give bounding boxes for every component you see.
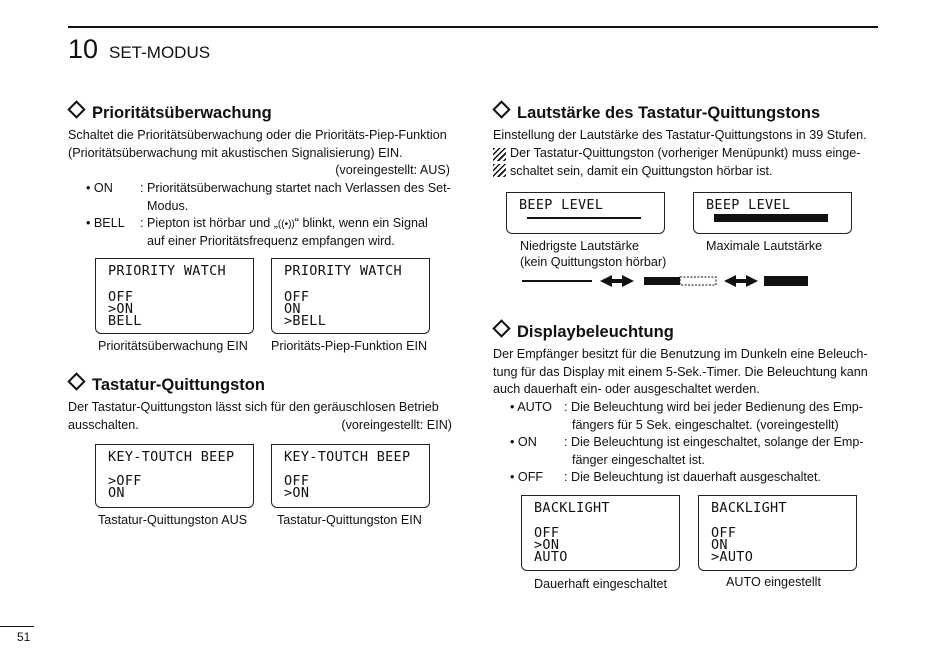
beeplevel-note: Der Tastatur-Quittungston (vorheriger Menüpunkt) muss einge- schaltet sein, damit ein Quittungston hörbar ist. — [510, 146, 861, 178]
diamond-icon — [67, 372, 85, 390]
lcd-row: >BELL — [284, 313, 327, 329]
caption-keytouch-on: Tastatur-Quittungston EIN — [277, 513, 422, 527]
backlight-intro: Der Empfänger besitzt für die Benutzung im Dunkeln eine Beleuch- tung für das Display mit einem 5-Sek.-Timer. Die Beleuchtung kann auch dauerhaft ein- oder ausgeschaltet werden. — [493, 347, 868, 396]
chapter-title: SET-MODUS — [109, 43, 211, 62]
caption-keytouch-off: Tastatur-Quittungston AUS — [98, 513, 248, 527]
lcd-row: ON — [284, 301, 301, 317]
lcd-beep-level-min: BEEP LEVEL — [506, 192, 665, 234]
beep-signal-icon: ((•)) — [277, 219, 295, 230]
lcd-row: >OFF — [108, 473, 142, 489]
caption-priority-bell: Prioritäts-Piep-Funktion EIN — [271, 339, 428, 353]
double-arrow-icon — [600, 275, 634, 287]
page-number: 51 — [17, 630, 31, 644]
lcd-row: OFF — [284, 473, 310, 489]
chapter-number: 10 — [68, 34, 99, 64]
footer-rule — [0, 626, 34, 627]
keytouch-intro: Der Tastatur-Quittungston lässt sich für den geräuschlosen Betrieb ausschalten. (voreingestellt: EIN) — [68, 400, 452, 432]
lcd-row: >ON — [534, 537, 560, 553]
lcd-row: OFF — [284, 289, 310, 305]
list-item-off: • OFF : Die Beleuchtung ist dauerhaft ausgeschaltet. — [510, 470, 821, 484]
list-item-bell: • BELL : Piepton ist hörbar und „((•))“ blinkt, wenn ein Signal auf einer Prioritätsfrequenz empfangen wird. — [86, 216, 428, 248]
caption-beep-max: Maximale Lautstärke — [706, 239, 823, 253]
caption-beep-min: Niedrigste Lautstärke (kein Quittungston hörbar) — [520, 239, 667, 269]
double-arrow-icon — [724, 275, 758, 287]
level-scale-graphic — [520, 272, 810, 290]
diamond-icon — [492, 319, 510, 337]
lcd-row: >AUTO — [711, 549, 754, 565]
caption-backlight-on: Dauerhaft eingeschaltet — [534, 577, 668, 591]
level-indicator-min — [527, 217, 641, 219]
lcd-row: ON — [108, 485, 125, 501]
lcd-backlight-auto: BACKLIGHT OFF ON >AUTO — [698, 495, 857, 571]
level-indicator-max — [714, 214, 828, 222]
keytouch-heading: Tastatur-Quittungston — [68, 375, 265, 395]
scale-max-bar — [764, 276, 808, 286]
caption-priority-on: Prioritätsüberwachung EIN — [98, 339, 248, 353]
lcd-priority-watch-on: PRIORITY WATCH OFF >ON BELL — [95, 258, 254, 334]
scale-mid-bar — [644, 277, 680, 285]
list-item-on: • ON : Die Beleuchtung ist eingeschaltet, solange der Emp- fänger eingeschaltet ist. — [510, 435, 864, 467]
diamond-icon — [67, 100, 85, 118]
lcd-keytouch-on: KEY-TOUTCH BEEP OFF >ON — [271, 444, 430, 508]
note-hatch-icon — [493, 148, 506, 161]
lcd-row: BELL — [108, 313, 142, 329]
lcd-row: >ON — [284, 485, 310, 501]
scale-mid-dashed — [680, 277, 716, 285]
beeplevel-intro: Einstellung der Lautstärke des Tastatur-Quittungstons in 39 Stufen. — [493, 128, 867, 142]
lcd-beep-level-max: BEEP LEVEL — [693, 192, 852, 234]
lcd-row: OFF — [711, 525, 737, 541]
lcd-backlight-on: BACKLIGHT OFF >ON AUTO — [521, 495, 680, 571]
lcd-row: >ON — [108, 301, 134, 317]
lcd-row: OFF — [108, 289, 134, 305]
list-item-on: • ON : Prioritätsüberwachung startet nach Verlassen des Set- Modus. — [86, 181, 451, 213]
beeplevel-heading: Lautstärke des Tastatur-Quittungstons — [493, 103, 820, 123]
lcd-row: OFF — [534, 525, 560, 541]
priority-heading: Prioritätsüberwachung — [68, 103, 272, 123]
lcd-row: ON — [711, 537, 728, 553]
lcd-row: AUTO — [534, 549, 568, 565]
header-rule — [68, 26, 878, 28]
lcd-priority-watch-bell: PRIORITY WATCH OFF ON >BELL — [271, 258, 430, 334]
note-hatch-icon — [493, 164, 506, 177]
lcd-keytouch-off: KEY-TOUTCH BEEP >OFF ON — [95, 444, 254, 508]
list-item-auto: • AUTO : Die Beleuchtung wird bei jeder Bedienung des Emp- fängers für 5 Sek. eingeschaltet. (voreingestellt) — [510, 400, 863, 432]
priority-intro: Schaltet die Prioritätsüberwachung oder die Prioritäts-Piep-Funktion (Prioritätsüberwachung mit akustischen Signalisierung) EIN. (voreingestellt: AUS) — [68, 128, 450, 177]
diamond-icon — [492, 100, 510, 118]
backlight-heading: Displaybeleuchtung — [493, 322, 674, 342]
caption-backlight-auto: AUTO eingestellt — [726, 575, 821, 589]
